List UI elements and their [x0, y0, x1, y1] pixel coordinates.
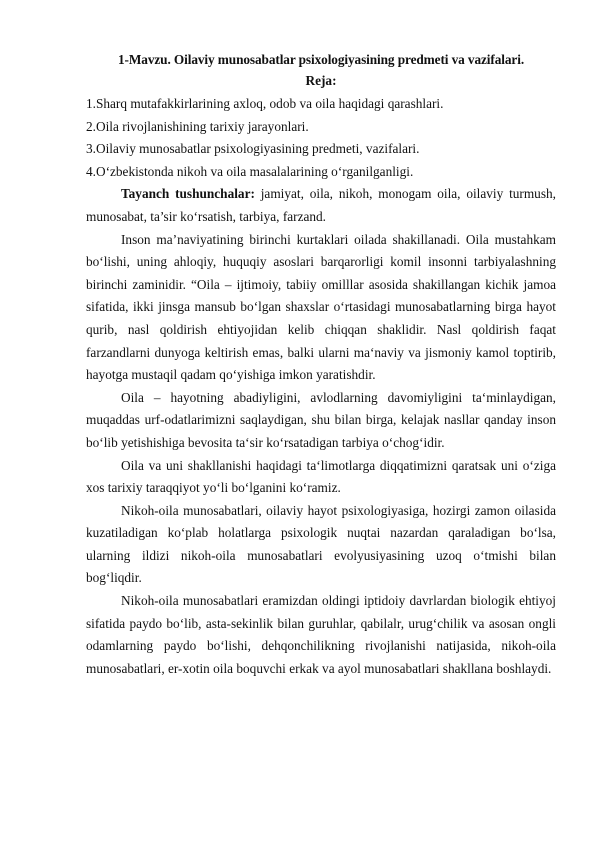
body-paragraph-1: Inson ma’naviyatining birinchi kurtaklari oilada shakillanadi. Oila mustahkam bo‘lishi, uning ahloqiy, huquqiy asoslari barqarorligi komil insonni tarbiyalashning birinchi zaminidir. “Oila – ijtimoiy, tabiiy omilllar asosida shakillangan kichik jamoa sifatida, ikki jinsga mansub bo‘lgan shaxslar o‘rtasidagi munosabatlarning birga hayot qurib, nasl qoldirish ehtiyojidan kelib chiqqan shaklidir. Nasl qoldirish faqat farzandlarni dunyoga keltirish emas, balki ularni ma‘naviy va jismoniy kamol toptirib, hayotga mustaqil qadam qo‘yishiga imkon yaratishdir. — [86, 231, 556, 383]
document-title: 1-Mavzu. Oilaviy munosabatlar psixologiyasining predmeti va vazifalari. — [117, 52, 525, 67]
key-concepts-paragraph — [86, 183, 556, 228]
body-paragraph-5: Nikoh-oila munosabatlari eramizdan oldingi iptidoiy davrlardan biologik ehtiyoj sifatida paydo bo‘lib, asta-sekinlik bilan guruhlar, qabilalr, urug‘chilik va asosan ongli odamlarning paydo bo‘lishi, dehqonchilikning rivojlanishi natijasida, nikoh-oila munosabatlari, er-xotin oila boquvchi erkak va ayol munosabatlari shakllana boshlaydi. — [86, 593, 556, 676]
document-page — [86, 50, 556, 680]
body-paragraph-4: Nikoh-oila munosabatlari, oilaviy hayot psixologiyasiga, hozirgi zamon oilasida kuzatiladigan ko‘plab holatlarga psixologik nuqtai nazardan qaraladigan bo‘lsa, ularning ildizi nikoh-oila munosabatlari evolyusiyasining uzoq o‘tmishi bilan bog‘liqdir. — [86, 502, 556, 586]
body-paragraph-3: Oila va uni shakllanishi haqidagi ta‘limotlarga diqqatimizni qaratsak uni o‘ziga xos tarixiy taraqqiyot yo‘li bo‘lganini ko‘ramiz. — [86, 457, 556, 496]
plan-item-2: 2.Oila rivojlanishining tarixiy jarayonlari. — [86, 118, 309, 134]
plan-heading: Reja: — [305, 73, 337, 88]
key-concepts-text: jamiyat, oila, nikoh, monogam oila, oilaviy turmush, munosabat, ta’sir ko‘rsatish, tarbiya, farzand. — [86, 186, 556, 224]
plan-item-3: 3.Oilaviy munosabatlar psixologiyasining predmeti, vazifalari. — [86, 141, 420, 157]
key-concepts-label: Tayanch tushunchalar: — [121, 186, 255, 202]
plan-item-1: 1.Sharq mutafakkirlarining axloq, odob va oila haqidagi qarashlari. — [86, 96, 444, 111]
plan-list — [86, 93, 556, 183]
body-paragraph-2: Oila – hayotning abadiyligini, avlodlarning davomiyligini ta‘minlaydigan, muqaddas urf-odatlarimizni saqlaydigan, shu bilan birga, kelajak nasllar qanday inson bo‘lib yetishishiga bevosita ta‘sir ko‘rsatadigan tarbiya o‘chog‘idir. — [86, 389, 556, 450]
plan-item-4: 4.O‘zbekistonda nikoh va oila masalalarining o‘rganilganligi. — [86, 163, 414, 179]
